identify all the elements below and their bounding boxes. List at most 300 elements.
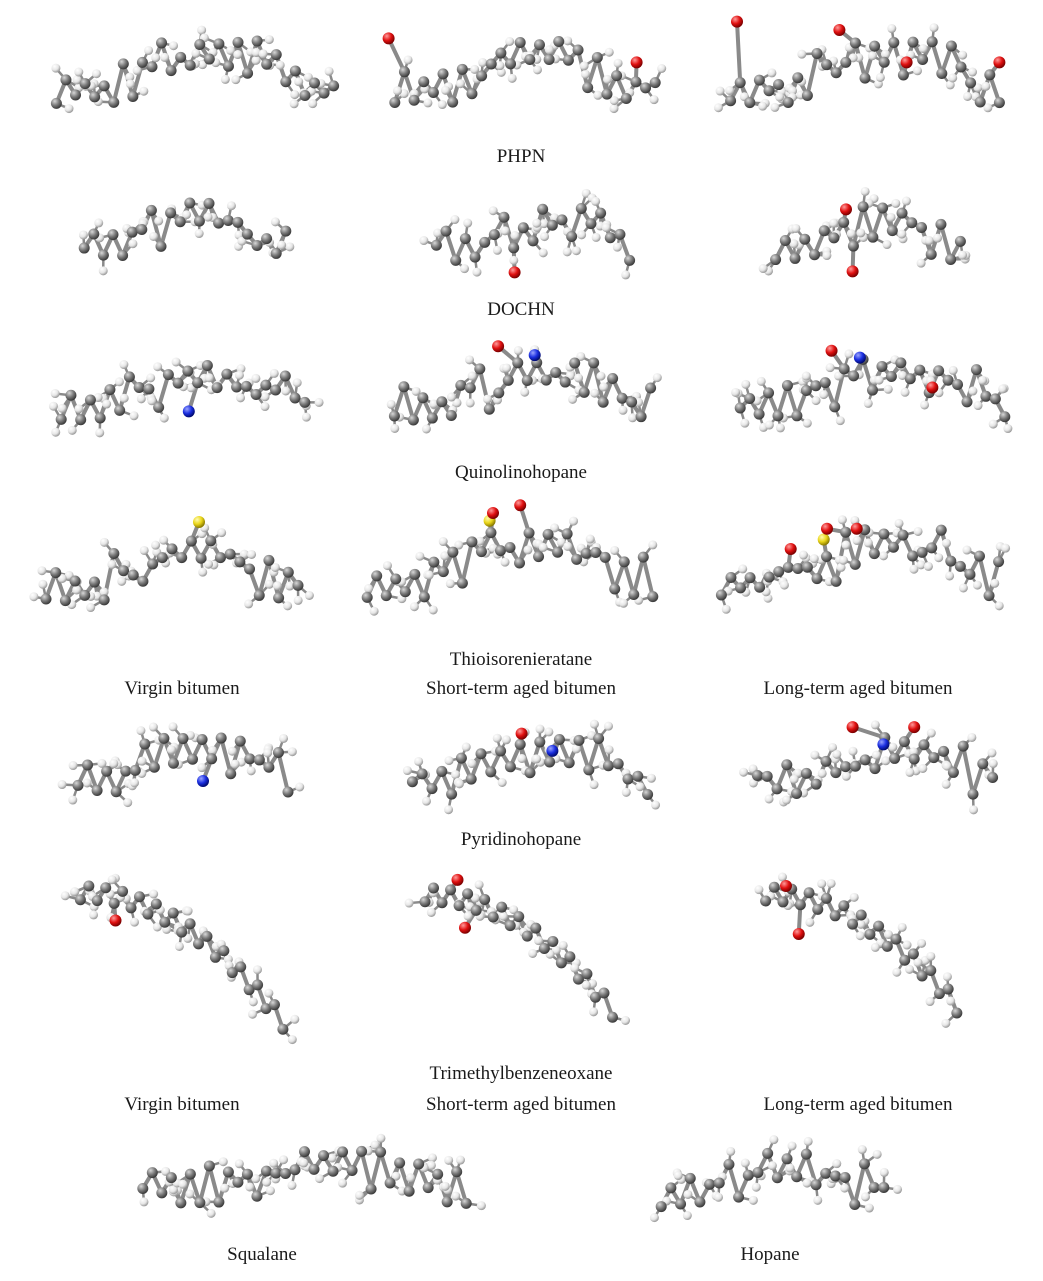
hydrogen-atom — [249, 997, 258, 1006]
hydrogen-atom — [279, 1155, 288, 1164]
carbon-atom — [225, 549, 236, 560]
hydrogen-atom — [803, 419, 812, 428]
hydrogen-atom — [842, 772, 851, 781]
carbon-atom — [859, 1158, 870, 1169]
carbon-atom — [735, 402, 746, 413]
carbon-atom — [427, 413, 438, 424]
carbon-atom — [362, 592, 373, 603]
carbon-atom — [829, 401, 840, 412]
hydrogen-atom — [169, 41, 178, 50]
hydrogen-atom — [898, 923, 907, 932]
carbon-atom — [242, 1169, 253, 1180]
hydrogen-atom — [405, 899, 414, 908]
carbon-atom — [114, 405, 125, 416]
hydrogen-atom — [943, 972, 952, 981]
hydrogen-atom — [285, 242, 294, 251]
carbon-atom — [754, 582, 765, 593]
carbon-atom — [928, 752, 939, 763]
hydrogen-atom — [167, 745, 176, 754]
carbon-atom — [98, 250, 109, 261]
hydrogen-atom — [139, 87, 148, 96]
carbon-atom — [628, 589, 639, 600]
carbon-atom — [647, 591, 658, 602]
carbon-atom — [811, 1179, 822, 1190]
carbon-atom — [544, 757, 555, 768]
hydrogen-atom — [913, 66, 922, 75]
hydrogen-atom — [207, 1209, 216, 1218]
hydrogen-atom — [290, 90, 299, 99]
carbon-atom — [185, 60, 196, 71]
carbon-atom — [496, 902, 507, 913]
hydrogen-atom — [252, 56, 261, 65]
hydrogen-atom — [95, 428, 104, 437]
hydrogen-atom — [741, 1158, 750, 1167]
sulfur-atom — [193, 516, 205, 528]
hydrogen-atom — [895, 519, 904, 528]
molecule-quinolinohopane-virgin — [38, 340, 328, 445]
carbon-atom — [955, 236, 966, 247]
carbon-atom — [830, 1170, 841, 1181]
carbon-atom — [650, 77, 661, 88]
hydrogen-atom — [293, 378, 302, 387]
carbon-atom — [215, 552, 226, 563]
carbon-atom — [830, 767, 841, 778]
carbon-atom — [153, 402, 164, 413]
hydrogen-atom — [759, 264, 768, 273]
hydrogen-atom — [832, 750, 841, 759]
carbon-atom — [202, 360, 213, 371]
hydrogen-atom — [447, 393, 456, 402]
hydrogen-atom — [444, 805, 453, 814]
carbon-atom — [280, 76, 291, 87]
carbon-atom — [576, 203, 587, 214]
hydrogen-atom — [501, 558, 510, 567]
molecule-thioisorenieratane-short-term — [340, 500, 680, 630]
oxygen-atom — [901, 56, 913, 68]
carbon-atom — [273, 592, 284, 603]
hydrogen-atom — [917, 939, 926, 948]
hydrogen-atom — [387, 400, 396, 409]
hydrogen-atom — [233, 50, 242, 59]
hydrogen-atom — [767, 68, 776, 77]
carbon-atom — [821, 756, 832, 767]
hydrogen-atom — [466, 398, 475, 407]
carbon-atom — [495, 545, 506, 556]
carbon-atom — [99, 80, 110, 91]
carbon-atom — [821, 59, 832, 70]
carbon-atom — [524, 527, 535, 538]
molecule-label-phpn: PHPN — [496, 146, 546, 167]
hydrogen-atom — [262, 1178, 271, 1187]
hydrogen-atom — [149, 890, 158, 899]
carbon-atom — [273, 747, 284, 758]
carbon-atom — [799, 234, 810, 245]
carbon-atom — [888, 37, 899, 48]
carbon-atom — [485, 766, 496, 777]
hydrogen-atom — [533, 65, 542, 74]
hydrogen-atom — [415, 552, 424, 561]
hydrogen-atom — [138, 757, 147, 766]
nitrogen-atom — [529, 349, 541, 361]
nitrogen-atom — [877, 738, 889, 750]
hydrogen-atom — [647, 774, 656, 783]
carbon-atom — [965, 77, 976, 88]
hydrogen-atom — [544, 727, 553, 736]
carbon-atom — [270, 385, 281, 396]
hydrogen-atom — [856, 931, 865, 940]
hydrogen-atom — [876, 73, 885, 82]
column-label-short-term: Short-term aged bitumen — [426, 678, 616, 699]
carbon-atom — [560, 377, 571, 388]
carbon-atom — [914, 365, 925, 376]
carbon-atom — [952, 379, 963, 390]
carbon-atom — [235, 736, 246, 747]
carbon-atom — [204, 198, 215, 209]
carbon-atom — [936, 68, 947, 79]
hydrogen-atom — [119, 360, 128, 369]
hydrogen-atom — [819, 390, 828, 399]
hydrogen-atom — [924, 562, 933, 571]
carbon-atom — [994, 97, 1005, 108]
carbon-atom — [812, 48, 823, 59]
carbon-atom — [908, 948, 919, 959]
hydrogen-atom — [893, 1185, 902, 1194]
carbon-atom — [488, 912, 499, 923]
hydrogen-atom — [414, 757, 423, 766]
carbon-atom — [283, 786, 294, 797]
carbon-atom — [261, 233, 272, 244]
carbon-atom — [371, 570, 382, 581]
molecule-pyridinohopane-virgin — [58, 715, 308, 815]
carbon-atom — [537, 204, 548, 215]
carbon-atom — [50, 567, 61, 578]
carbon-atom — [791, 410, 802, 421]
carbon-atom — [128, 570, 139, 581]
carbon-atom — [831, 67, 842, 78]
hydrogen-atom — [591, 197, 600, 206]
hydrogen-atom — [589, 1007, 598, 1016]
carbon-atom — [269, 999, 280, 1010]
carbon-atom — [624, 255, 635, 266]
hydrogen-atom — [741, 380, 750, 389]
hydrogen-atom — [758, 102, 767, 111]
hydrogen-atom — [455, 779, 464, 788]
carbon-atom — [127, 227, 138, 238]
hydrogen-atom — [683, 1211, 692, 1220]
carbon-atom — [528, 235, 539, 246]
carbon-atom — [858, 201, 869, 212]
hydrogen-atom — [897, 230, 906, 239]
carbon-atom — [417, 768, 428, 779]
hydrogen-atom — [151, 541, 160, 550]
hydrogen-atom — [891, 199, 900, 208]
oxygen-atom — [487, 507, 499, 519]
hydrogen-atom — [236, 393, 245, 402]
hydrogen-atom — [995, 601, 1004, 610]
carbon-atom — [356, 1146, 367, 1157]
carbon-atom — [505, 761, 516, 772]
carbon-atom — [958, 741, 969, 752]
hydrogen-atom — [270, 369, 279, 378]
hydrogen-atom — [927, 729, 936, 738]
oxygen-atom — [908, 721, 920, 733]
carbon-atom — [564, 757, 575, 768]
carbon-atom — [232, 1177, 243, 1188]
hydrogen-atom — [109, 759, 118, 768]
carbon-atom — [556, 214, 567, 225]
hydrogen-atom — [539, 543, 548, 552]
molecule-label-trimethylbenzeneoxane: Trimethylbenzeneoxane — [429, 1063, 613, 1084]
hydrogen-atom — [590, 720, 599, 729]
hydrogen-atom — [464, 912, 473, 921]
carbon-atom — [899, 736, 910, 747]
carbon-atom — [213, 218, 224, 229]
hydrogen-atom — [427, 908, 436, 917]
hydrogen-atom — [592, 233, 601, 242]
carbon-atom — [280, 1168, 291, 1179]
hydrogen-atom — [905, 768, 914, 777]
molecule-quinolinohopane-short-term — [370, 335, 675, 447]
hydrogen-atom — [788, 1141, 797, 1150]
hydrogen-atom — [864, 538, 873, 547]
hydrogen-atom — [130, 411, 139, 420]
carbon-atom — [270, 1168, 281, 1179]
hydrogen-atom — [650, 1213, 659, 1222]
carbon-atom — [645, 383, 656, 394]
oxygen-atom — [492, 340, 504, 352]
carbon-atom — [938, 746, 949, 757]
hydrogen-atom — [714, 103, 723, 112]
hydrogen-atom — [605, 745, 614, 754]
hydrogen-atom — [880, 1168, 889, 1177]
hydrogen-atom — [89, 910, 98, 919]
hydrogen-atom — [540, 232, 549, 241]
hydrogen-atom — [505, 37, 514, 46]
hydrogen-atom — [271, 217, 280, 226]
carbon-atom — [735, 582, 746, 593]
hydrogen-atom — [613, 243, 622, 252]
carbon-atom — [860, 754, 871, 765]
carbon-atom — [218, 945, 229, 956]
hydrogen-atom — [495, 61, 504, 70]
hydrogen-atom — [714, 1193, 723, 1202]
molecule-label-hopane: Hopane — [740, 1244, 800, 1265]
hydrogen-atom — [299, 1158, 308, 1167]
carbon-atom — [251, 389, 262, 400]
carbon-atom — [508, 242, 519, 253]
carbon-atom — [990, 393, 1001, 404]
hydrogen-atom — [731, 388, 740, 397]
carbon-atom — [234, 556, 245, 567]
carbon-atom — [593, 733, 604, 744]
carbon-atom — [723, 1159, 734, 1170]
hydrogen-atom — [235, 371, 244, 380]
oxygen-atom — [452, 874, 464, 886]
molecule-label-squalane: Squalane — [227, 1244, 297, 1265]
hydrogen-atom — [456, 79, 465, 88]
hydrogen-atom — [514, 346, 523, 355]
carbon-atom — [987, 772, 998, 783]
carbon-atom — [869, 548, 880, 559]
carbon-atom — [134, 891, 145, 902]
carbon-atom — [592, 52, 603, 63]
hydrogen-atom — [74, 404, 83, 413]
carbon-atom — [513, 911, 524, 922]
carbon-atom — [182, 365, 193, 376]
hydrogen-atom — [570, 964, 579, 973]
carbon-atom — [895, 357, 906, 368]
carbon-atom — [244, 753, 255, 764]
carbon-atom — [137, 1183, 148, 1194]
hydrogen-atom — [949, 366, 958, 375]
carbon-atom — [752, 1167, 763, 1178]
carbon-atom — [176, 552, 187, 563]
hydrogen-atom — [445, 756, 454, 765]
hydrogen-atom — [64, 104, 73, 113]
hydrogen-atom — [850, 893, 859, 902]
hydrogen-atom — [657, 64, 666, 73]
molecule-quinolinohopane-long-term — [715, 330, 1030, 445]
carbon-atom — [878, 528, 889, 539]
hydrogen-atom — [462, 743, 471, 752]
carbon-atom — [431, 240, 442, 251]
hydrogen-atom — [605, 48, 614, 57]
carbon-atom — [111, 786, 122, 797]
hydrogen-atom — [590, 389, 599, 398]
hydrogen-atom — [478, 58, 487, 67]
hydrogen-atom — [49, 402, 58, 411]
carbon-atom — [438, 566, 449, 577]
carbon-atom — [196, 553, 207, 564]
hydrogen-atom — [582, 981, 591, 990]
carbon-atom — [233, 37, 244, 48]
hydrogen-atom — [277, 241, 286, 250]
carbon-atom — [476, 70, 487, 81]
hydrogen-atom — [477, 1201, 486, 1210]
hydrogen-atom — [930, 23, 939, 32]
hydrogen-atom — [198, 568, 207, 577]
hydrogen-atom — [786, 1164, 795, 1173]
hydrogen-atom — [144, 46, 153, 55]
hydrogen-atom — [813, 1196, 822, 1205]
carbon-atom — [476, 546, 487, 557]
carbon-atom — [795, 899, 806, 910]
carbon-atom — [441, 226, 452, 237]
carbon-atom — [780, 235, 791, 246]
carbon-atom — [168, 907, 179, 918]
hydrogen-atom — [945, 571, 954, 580]
carbon-atom — [533, 551, 544, 562]
hydrogen-atom — [989, 759, 998, 768]
hydrogen-atom — [768, 1161, 777, 1170]
hydrogen-atom — [508, 74, 517, 83]
hydrogen-atom — [969, 805, 978, 814]
carbon-atom — [149, 762, 160, 773]
hydrogen-atom — [619, 599, 628, 608]
carbon-atom — [792, 72, 803, 83]
carbon-atom — [840, 527, 851, 538]
carbon-atom — [88, 228, 99, 239]
hydrogen-atom — [315, 398, 324, 407]
hydrogen-atom — [651, 801, 660, 810]
molecule-phpn-virgin — [30, 10, 360, 135]
carbon-atom — [790, 253, 801, 264]
hydrogen-atom — [622, 788, 631, 797]
hydrogen-atom — [920, 400, 929, 409]
hydrogen-atom — [782, 796, 791, 805]
carbon-atom — [60, 74, 71, 85]
carbon-atom — [801, 385, 812, 396]
carbon-atom — [495, 746, 506, 757]
hydrogen-atom — [197, 26, 206, 35]
carbon-atom — [290, 393, 301, 404]
hydrogen-atom — [463, 219, 472, 228]
carbon-atom — [547, 936, 558, 947]
carbon-atom — [588, 357, 599, 368]
carbon-atom — [544, 54, 555, 65]
hydrogen-atom — [126, 79, 135, 88]
hydrogen-atom — [456, 1156, 465, 1165]
hydrogen-atom — [130, 778, 139, 787]
hydrogen-atom — [572, 246, 581, 255]
carbon-atom — [888, 542, 899, 553]
carbon-atom — [547, 220, 558, 231]
carbon-atom — [864, 929, 875, 940]
hydrogen-atom — [844, 349, 853, 358]
carbon-atom — [802, 562, 813, 573]
carbon-atom — [251, 1191, 262, 1202]
hydrogen-atom — [244, 599, 253, 608]
carbon-atom — [447, 97, 458, 108]
carbon-atom — [436, 396, 447, 407]
hydrogen-atom — [989, 420, 998, 429]
hydrogen-atom — [501, 226, 510, 235]
carbon-atom — [917, 547, 928, 558]
carbon-atom — [783, 97, 794, 108]
carbon-atom — [977, 758, 988, 769]
hydrogen-atom — [963, 92, 972, 101]
carbon-atom — [876, 361, 887, 372]
hydrogen-atom — [259, 49, 268, 58]
carbon-atom — [263, 762, 274, 773]
hydrogen-atom — [722, 605, 731, 614]
hydrogen-atom — [61, 891, 70, 900]
carbon-atom — [73, 780, 84, 791]
carbon-atom — [524, 54, 535, 65]
hydrogen-atom — [749, 1196, 758, 1205]
carbon-atom — [882, 941, 893, 952]
hydrogen-atom — [738, 564, 747, 573]
carbon-atom — [539, 943, 550, 954]
hydrogen-atom — [355, 1191, 364, 1200]
hydrogen-atom — [827, 879, 836, 888]
carbon-atom — [838, 217, 849, 228]
carbon-atom — [598, 397, 609, 408]
carbon-atom — [820, 377, 831, 388]
hydrogen-atom — [739, 768, 748, 777]
carbon-atom — [242, 229, 253, 240]
carbon-atom — [204, 1160, 215, 1171]
sulfur-atom — [818, 534, 830, 546]
hydrogen-atom — [74, 68, 83, 77]
hydrogen-atom — [475, 880, 484, 889]
carbon-atom — [89, 577, 100, 588]
hydrogen-atom — [37, 566, 46, 575]
hydrogen-atom — [429, 605, 438, 614]
carbon-atom — [850, 559, 861, 570]
carbon-atom — [630, 76, 641, 87]
carbon-atom — [419, 591, 430, 602]
